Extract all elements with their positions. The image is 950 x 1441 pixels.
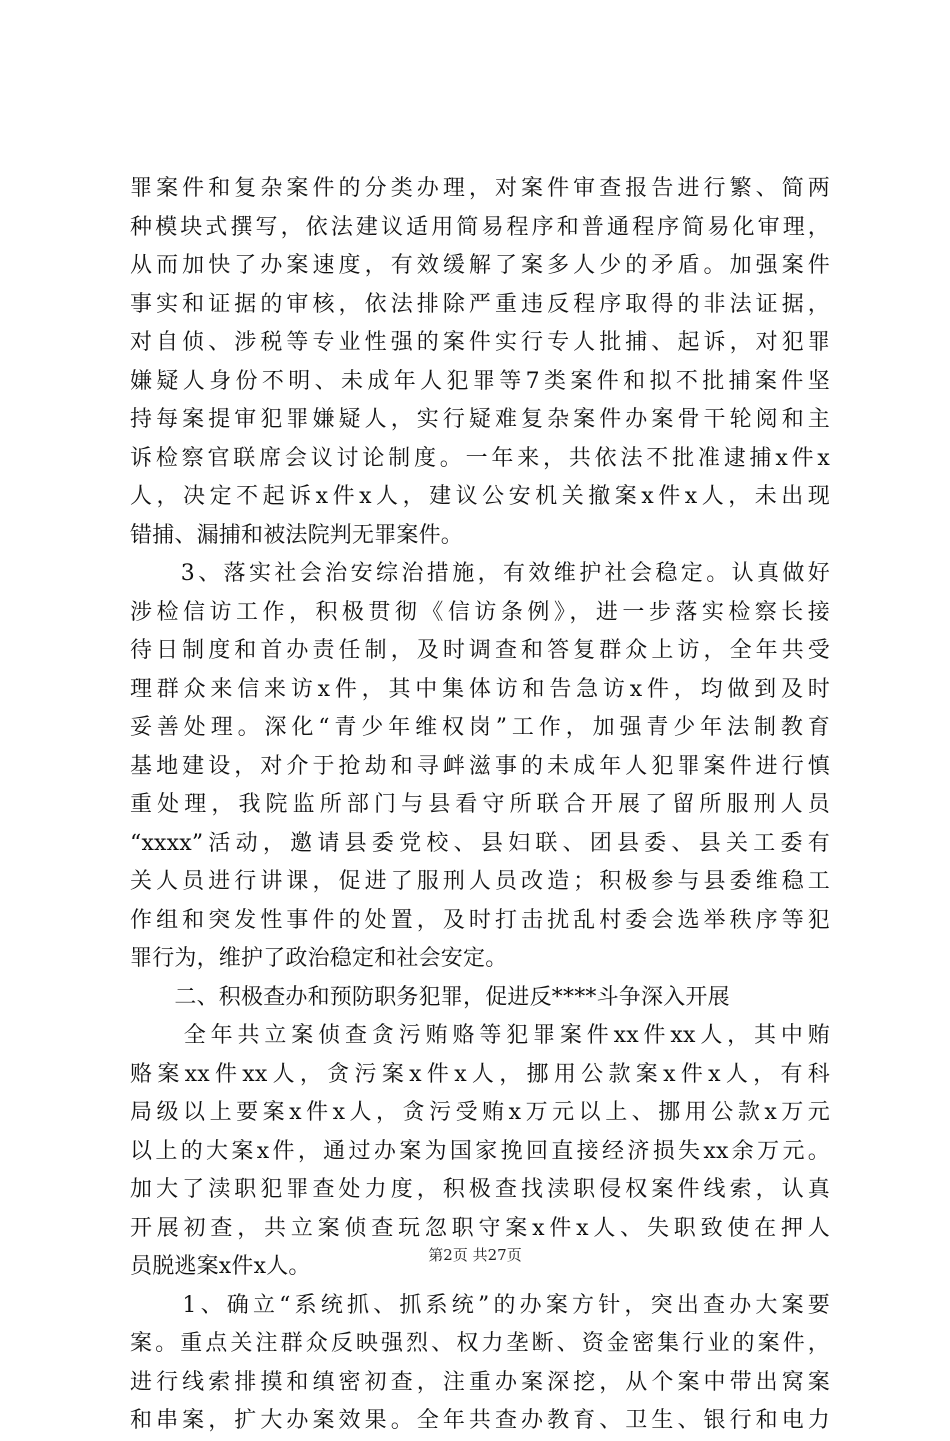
text-line: 全年共立案侦查贪污贿赂等犯罪案件xx件xx人，其中贿	[130, 1023, 830, 1048]
text-line: 基地建设，对介于抢劫和寻衅滋事的未成年人犯罪案件进行慎	[130, 753, 830, 779]
text-line: 以上的大案x件，通过办案为国家挽回直接经济损失xx余万元。	[130, 1138, 830, 1164]
text-line: 对自侦、涉税等专业性强的案件实行专人批捕、起诉，对犯罪	[130, 330, 830, 355]
text-line: 二、积极查办和预防职务犯罪，促进反****斗争深入开展	[130, 984, 730, 1010]
text-line: 和串案，扩大办案效果。全年共查办教育、卫生、银行和电力	[130, 1408, 830, 1433]
text-line: 案。重点关注群众反映强烈、权力垄断、资金密集行业的案件，	[130, 1331, 830, 1356]
text-line: 重处理，我院监所部门与县看守所联合开展了留所服刑人员	[130, 792, 830, 817]
text-line: 员脱逃案x件x人。	[130, 1254, 311, 1279]
text-line: 人，决定不起诉x件x人，建议公安机关撤案x件x人，未出现	[130, 484, 830, 509]
text-line: 进行线索排摸和缜密初查，注重办案深挖，从个案中带出窝案	[130, 1369, 830, 1395]
text-line: 赂案xx件xx人，贪污案x件x人，挪用公款案x件x人，有科	[130, 1061, 830, 1087]
text-line: 关人员进行讲课，促进了服刑人员改造；积极参与县委维稳工	[130, 869, 830, 894]
text-line: 开展初查，共立案侦查玩忽职守案x件x人、失职致使在押人	[130, 1215, 830, 1241]
text-line: “xxxx”活动，邀请县委党校、县妇联、团县委、县关工委有	[130, 830, 830, 856]
text-line: 待日制度和首办责任制，及时调查和答复群众上访，全年共受	[130, 638, 830, 663]
text-line: 罪行为，维护了政治稳定和社会安定。	[130, 946, 508, 971]
text-line: 罪案件和复杂案件的分类办理，对案件审查报告进行繁、简两	[130, 176, 830, 201]
text-line: 3、落实社会治安综治措施，有效维护社会稳定。认真做好	[130, 561, 830, 586]
text-line: 局级以上要案x件x人，贪污受贿x万元以上、挪用公款x万元	[130, 1100, 830, 1125]
text-line: 作组和突发性事件的处置，及时打击扰乱村委会选举秩序等犯	[130, 907, 830, 933]
text-line: 事实和证据的审核，依法排除严重违反程序取得的非法证据，	[130, 291, 830, 317]
text-line: 妥善处理。深化“青少年维权岗”工作，加强青少年法制教育	[130, 715, 830, 740]
text-line: 种模块式撰写，依法建议适用简易程序和普通程序简易化审理，	[130, 214, 830, 240]
text-line: 涉检信访工作，积极贯彻《信访条例》，进一步落实检察长接	[130, 599, 830, 625]
text-line: 持每案提审犯罪嫌疑人，实行疑难复杂案件办案骨干轮阅和主	[130, 407, 830, 432]
text-line: 1、确立“系统抓、抓系统”的办案方针，突出查办大案要	[130, 1292, 830, 1318]
text-line: 从而加快了办案速度，有效缓解了案多人少的矛盾。加强案件	[130, 253, 830, 278]
text-line: 诉检察官联席会议讨论制度。一年来，共依法不批准逮捕x件x	[130, 445, 830, 471]
text-line: 错捕、漏捕和被法院判无罪案件。	[130, 522, 464, 548]
page-footer: 第2页 共27页	[428, 1246, 522, 1264]
text-line: 加大了渎职犯罪查处力度，积极查找渎职侵权案件线索，认真	[130, 1177, 830, 1202]
text-line: 理群众来信来访x件，其中集体访和告急访x件，均做到及时	[130, 676, 830, 702]
text-line: 嫌疑人身份不明、未成年人犯罪等7类案件和拟不批捕案件坚	[130, 368, 830, 394]
